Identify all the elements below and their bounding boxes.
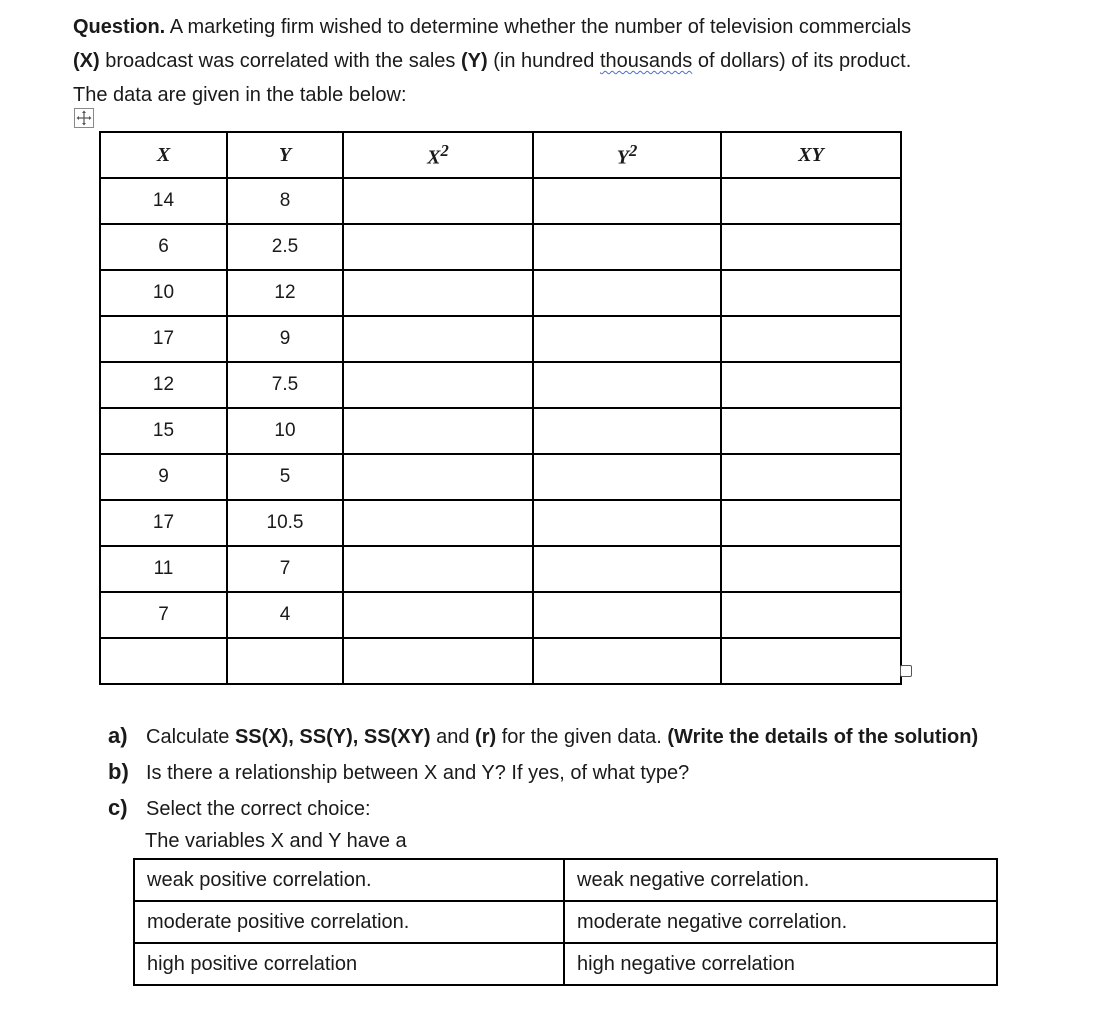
x-variable-label: (X) bbox=[73, 50, 100, 72]
choice-row bbox=[134, 943, 997, 985]
cell-y-squared[interactable] bbox=[533, 500, 721, 546]
table-row bbox=[100, 224, 901, 270]
choice-option-left[interactable]: moderate positive correlation. bbox=[134, 901, 564, 943]
cell-x: 14 bbox=[100, 178, 227, 224]
cell-x: 17 bbox=[100, 316, 227, 362]
cell-x-squared[interactable] bbox=[343, 592, 533, 638]
cell-y: 7.5 bbox=[227, 362, 343, 408]
cell-y-squared[interactable] bbox=[533, 454, 721, 500]
cell-x: 12 bbox=[100, 362, 227, 408]
choice-row bbox=[134, 859, 997, 901]
table-row bbox=[100, 592, 901, 638]
cell-x: 9 bbox=[100, 454, 227, 500]
cell-y: 10.5 bbox=[227, 500, 343, 546]
table-row bbox=[100, 316, 901, 362]
table-row bbox=[100, 178, 901, 224]
cell-xy[interactable] bbox=[721, 454, 901, 500]
cell-y-squared[interactable] bbox=[533, 592, 721, 638]
cell-xy-total[interactable] bbox=[721, 638, 901, 684]
cell-x-squared[interactable] bbox=[343, 454, 533, 500]
intro-line-2-pre: (in hundred bbox=[493, 50, 595, 72]
question-a-and: and bbox=[436, 726, 470, 748]
cell-y: 9 bbox=[227, 316, 343, 362]
table-header-row bbox=[100, 132, 901, 178]
cell-y: 7 bbox=[227, 546, 343, 592]
cell-y: 4 bbox=[227, 592, 343, 638]
choices-table bbox=[133, 858, 998, 986]
cell-x: 10 bbox=[100, 270, 227, 316]
cell-x: 15 bbox=[100, 408, 227, 454]
cell-x: 11 bbox=[100, 546, 227, 592]
header-xy: XY bbox=[721, 132, 901, 178]
intro-line-1-text: A marketing firm wished to determine whether the number of television commercials bbox=[169, 16, 912, 38]
question-a-terms: SS(X), SS(Y), SS(XY) bbox=[234, 726, 431, 748]
table-row bbox=[100, 270, 901, 316]
cell-x-squared[interactable] bbox=[343, 546, 533, 592]
cell-y-squared[interactable] bbox=[533, 408, 721, 454]
question-a-note: (Write the details of the solution) bbox=[667, 726, 979, 748]
cell-y: 12 bbox=[227, 270, 343, 316]
intro-line-2-mid: broadcast was correlated with the sales bbox=[105, 50, 456, 72]
header-y-squared: $Y^2$ bbox=[533, 132, 721, 178]
cell-x-squared[interactable] bbox=[343, 500, 533, 546]
question-label: Question. bbox=[73, 16, 166, 38]
cell-y-squared[interactable] bbox=[533, 178, 721, 224]
question-a bbox=[108, 718, 978, 754]
cell-xy[interactable] bbox=[721, 316, 901, 362]
question-a-post: for the given data. bbox=[501, 726, 662, 748]
cell-xy[interactable] bbox=[721, 408, 901, 454]
cell-x: 6 bbox=[100, 224, 227, 270]
table-resize-handle[interactable] bbox=[900, 665, 912, 677]
table-row bbox=[100, 546, 901, 592]
cell-y: 5 bbox=[227, 454, 343, 500]
y-variable-label: (Y) bbox=[460, 50, 488, 72]
intro-line-1 bbox=[73, 10, 1103, 44]
cell-xy[interactable] bbox=[721, 592, 901, 638]
intro-line-2 bbox=[73, 44, 1103, 78]
cell-x-squared[interactable] bbox=[343, 224, 533, 270]
choice-option-left[interactable]: high positive correlation bbox=[134, 943, 564, 985]
move-arrows-icon bbox=[75, 109, 93, 127]
choice-option-right[interactable]: high negative correlation bbox=[564, 943, 997, 985]
cell-x-total[interactable] bbox=[100, 638, 227, 684]
choice-option-right[interactable]: weak negative correlation. bbox=[564, 859, 997, 901]
cell-y: 10 bbox=[227, 408, 343, 454]
cell-y-total[interactable] bbox=[227, 638, 343, 684]
spellcheck-underlined-word[interactable]: thousands bbox=[599, 50, 693, 72]
intro-line-2-post: of dollars) of its product. bbox=[697, 50, 912, 72]
cell-y-squared[interactable] bbox=[533, 316, 721, 362]
intro-line-3: The data are given in the table below: bbox=[73, 84, 407, 106]
cell-xy[interactable] bbox=[721, 546, 901, 592]
question-intro bbox=[73, 10, 1103, 112]
cell-y: 8 bbox=[227, 178, 343, 224]
question-a-r: (r) bbox=[475, 726, 497, 748]
question-b bbox=[108, 754, 978, 790]
question-c-label: c) bbox=[108, 795, 128, 820]
cell-y-squared[interactable] bbox=[533, 362, 721, 408]
table-row bbox=[100, 454, 901, 500]
table-row-total bbox=[100, 638, 901, 684]
cell-y-squared[interactable] bbox=[533, 546, 721, 592]
cell-xy[interactable] bbox=[721, 362, 901, 408]
choice-row bbox=[134, 901, 997, 943]
question-c-text: Select the correct choice: bbox=[146, 798, 371, 820]
table-row bbox=[100, 500, 901, 546]
header-x: X bbox=[100, 132, 227, 178]
cell-xy[interactable] bbox=[721, 500, 901, 546]
cell-xy[interactable] bbox=[721, 224, 901, 270]
header-y: Y bbox=[227, 132, 343, 178]
cell-xy[interactable] bbox=[721, 270, 901, 316]
choice-option-left[interactable]: weak positive correlation. bbox=[134, 859, 564, 901]
question-a-label: a) bbox=[108, 723, 128, 748]
cell-y: 2.5 bbox=[227, 224, 343, 270]
header-x-squared: $X^2$ bbox=[343, 132, 533, 178]
cell-x-squared[interactable] bbox=[343, 362, 533, 408]
table-row bbox=[100, 362, 901, 408]
cell-x-squared[interactable] bbox=[343, 316, 533, 362]
cell-xy[interactable] bbox=[721, 178, 901, 224]
cell-y-squared[interactable] bbox=[533, 270, 721, 316]
questions-list bbox=[108, 718, 978, 826]
cell-x-squared[interactable] bbox=[343, 178, 533, 224]
cell-y-squared-total[interactable] bbox=[533, 638, 721, 684]
cell-y-squared[interactable] bbox=[533, 224, 721, 270]
question-a-pre: Calculate bbox=[146, 726, 230, 748]
cell-x-squared[interactable] bbox=[343, 408, 533, 454]
cell-x-squared-total[interactable] bbox=[343, 638, 533, 684]
question-c-subtext: The variables X and Y have a bbox=[145, 830, 407, 852]
cell-x: 7 bbox=[100, 592, 227, 638]
question-b-label: b) bbox=[108, 759, 129, 784]
table-row bbox=[100, 408, 901, 454]
choice-option-right[interactable]: moderate negative correlation. bbox=[564, 901, 997, 943]
question-b-text: Is there a relationship between X and Y? If yes, of what type? bbox=[146, 762, 690, 784]
table-move-handle[interactable] bbox=[74, 108, 94, 128]
cell-x: 17 bbox=[100, 500, 227, 546]
question-c bbox=[108, 790, 978, 826]
cell-x-squared[interactable] bbox=[343, 270, 533, 316]
data-table bbox=[99, 131, 902, 685]
